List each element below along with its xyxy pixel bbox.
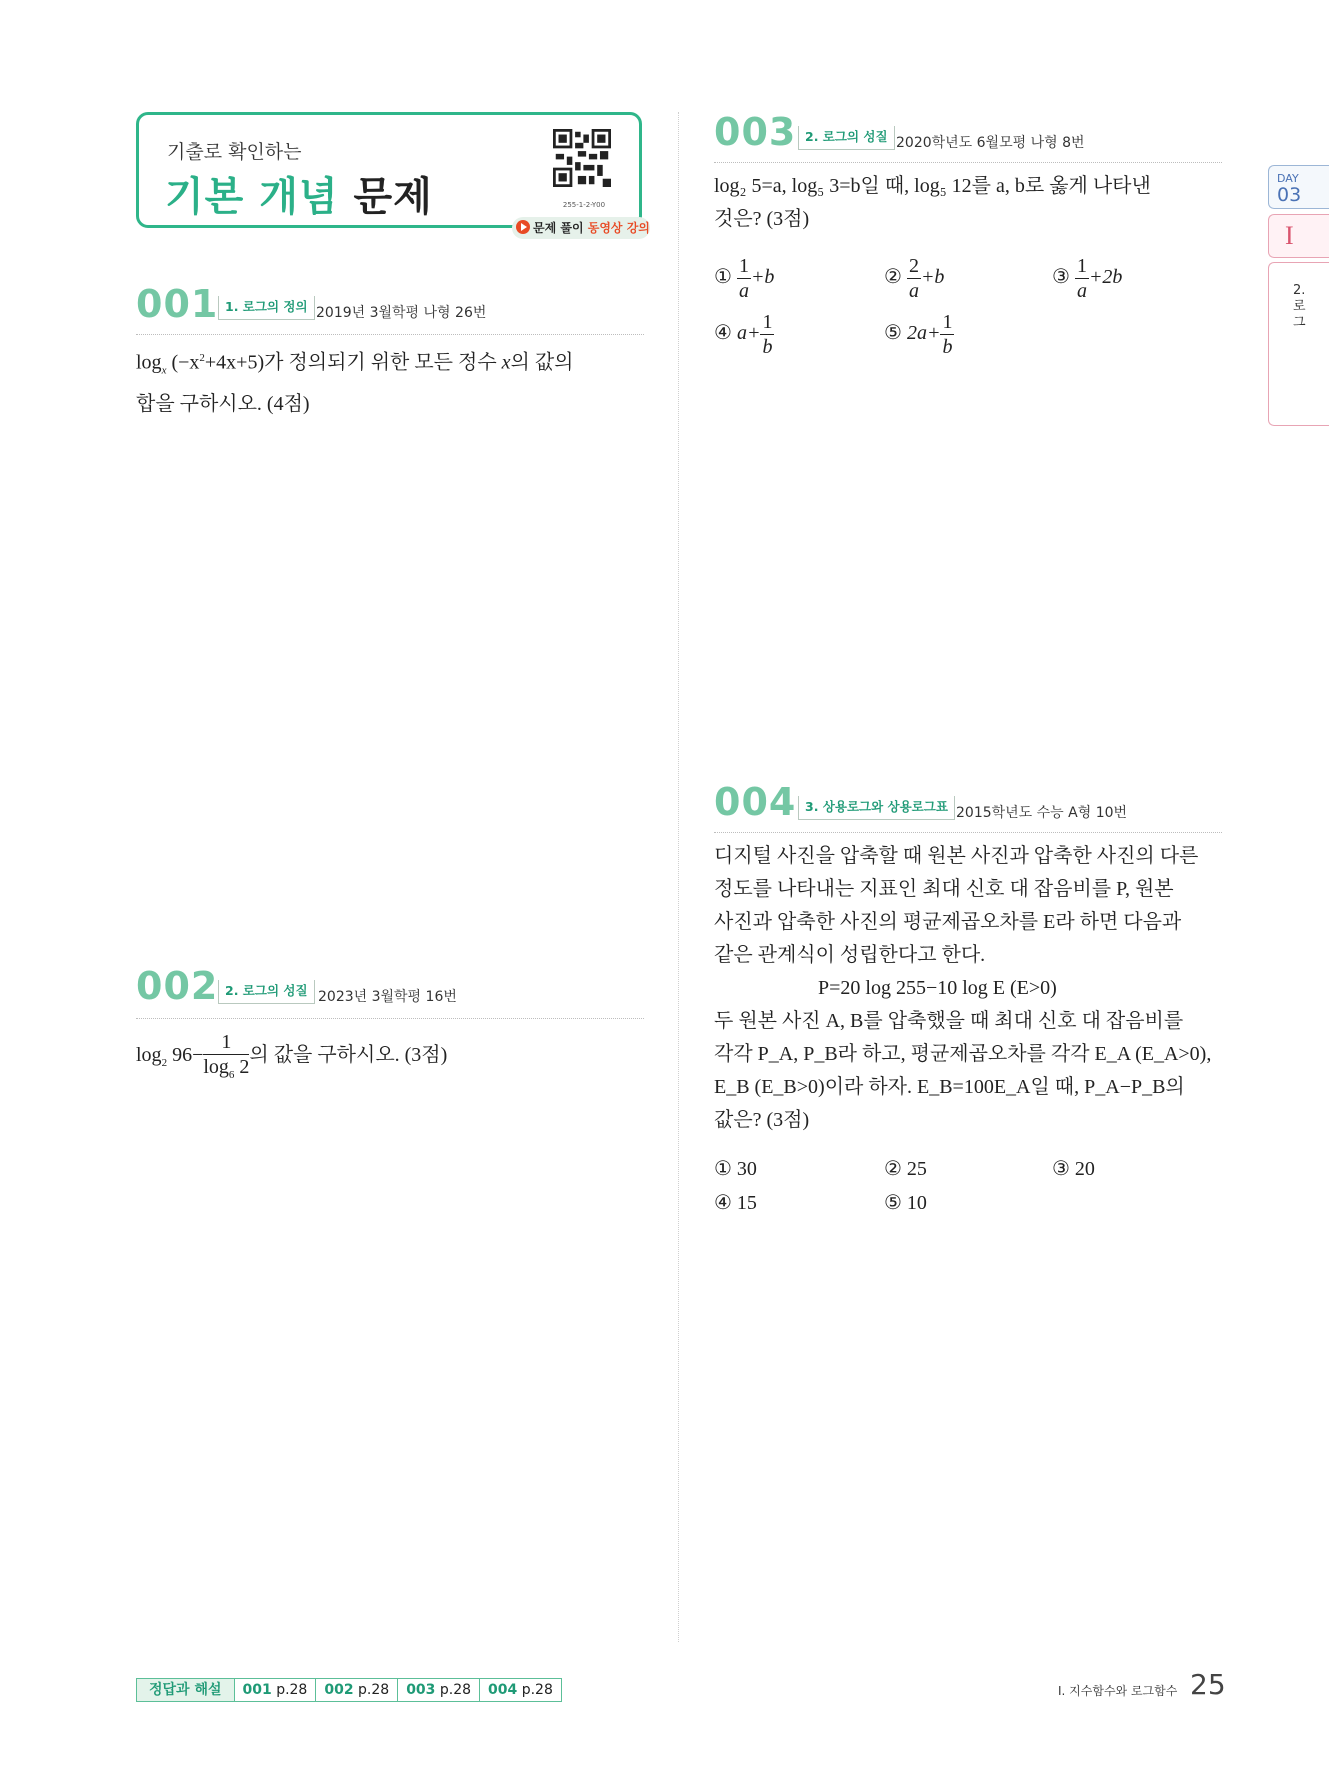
answer-ref-001[interactable]: 001 p.28 [234,1679,316,1701]
answer-ref-003[interactable]: 003 p.28 [397,1679,479,1701]
problem-002-source: 2023년 3월학평 16번 [318,989,457,1005]
problem-004-line: 같은 관계식이 성립한다고 한다. [714,944,986,966]
video-lecture-badge[interactable] [512,217,650,239]
choice-5[interactable]: ⑤ 2a+ $\frac{1}{b}$ [884,311,953,358]
problem-003-line-2: 것은? (3점) [714,208,810,230]
problem-004-line: 값은? (3점) [714,1109,810,1131]
day-number: 03 [1277,184,1302,206]
box-subtitle: 기출로 확인하는 [167,141,302,163]
chapter-tab[interactable] [1268,262,1329,426]
box-title [165,165,433,222]
problem-001-line-1: $\log_x (-x^2+4x+5)$가 정의되기 위한 모든 정수 x의 값의 [136,351,574,377]
choice-4[interactable]: ④ 15 [714,1192,757,1214]
problem-002-text: $\log_2 96-$ $\frac{1}{\log_6 2}$ 의 값을 구하시오. (3점) [136,1031,448,1081]
choice-5[interactable]: ⑤ 10 [884,1192,927,1214]
divider-line [136,334,644,335]
problem-004-tag: 3. 상용로그와 상용로그표 [798,796,955,820]
day-tab[interactable] [1268,165,1329,209]
choice-3[interactable]: ③ 20 [1052,1158,1095,1180]
day-label: DAY [1277,172,1299,185]
problem-004-line: 각각 P_A, P_B라 하고, 평균제곱오차를 각각 E_A (E_A>0), [714,1043,1212,1065]
divider-line [136,1018,644,1019]
play-icon [516,220,530,234]
problem-004-number: 004 [714,780,797,824]
choice-1[interactable]: ① 30 [714,1158,757,1180]
problem-001-text [136,342,574,421]
column-divider [678,112,679,1642]
choice-4[interactable]: ④ a+ $\frac{1}{b}$ [714,311,773,358]
choice-2[interactable]: ② 25 [884,1158,927,1180]
problem-001-line-2: 합을 구하시오. (4점) [136,392,310,415]
part-tab[interactable] [1268,214,1329,258]
problem-001-tag: 1. 로그의 정의 [218,296,315,320]
problem-002-number: 002 [136,964,219,1008]
divider-line [714,832,1222,833]
fraction: $\frac{1}{\log_6 2}$ [203,1031,250,1081]
problem-001-number: 001 [136,282,219,326]
video-label-1: 문제 풀이 [533,221,584,235]
problem-004-line: E_B (E_B>0)이라 하자. E_B=100E_A일 때, P_A−P_B의 [714,1076,1185,1098]
divider-line [714,162,1222,163]
box-title-rest: 문제 [353,174,433,220]
problem-004-line: 디지털 사진을 압축할 때 원본 사진과 압축한 사진의 다른 [714,845,1199,867]
chapter-label: 2. 로그 [1293,283,1306,330]
part-number: I [1285,221,1294,250]
answer-ref-002[interactable]: 002 p.28 [315,1679,397,1701]
problem-004-source: 2015학년도 수능 A형 10번 [956,805,1128,821]
problem-001-source: 2019년 3월학평 나형 26번 [316,305,487,321]
answer-ref-004[interactable]: 004 p.28 [479,1679,561,1701]
chapter-footer: Ⅰ. 지수함수와 로그함수 [1058,1684,1178,1698]
qr-code-label: 255-1-2-Y00 [562,201,606,209]
qr-code-icon[interactable] [553,129,611,187]
choice-3[interactable]: ③ $\frac{1}{a}$ +2b [1052,255,1123,302]
choice-2[interactable]: ② $\frac{2}{a}$ +b [884,255,945,302]
problem-003-number: 003 [714,110,797,154]
choice-1[interactable]: ① $\frac{1}{a}$ +b [714,255,775,302]
problem-003-source: 2020학년도 6월모평 나형 8번 [896,135,1085,151]
problem-004-line: 두 원본 사진 A, B를 압축했을 때 최대 신호 대 잡음비를 [714,1010,1184,1032]
problem-002-tag: 2. 로그의 성질 [218,980,315,1004]
problem-003-tag: 2. 로그의 성질 [798,126,895,150]
problem-004-line: 정도를 나타내는 지표인 최대 신호 대 잡음비를 P, 원본 [714,878,1174,900]
concept-header-box [136,112,642,228]
video-label-2: 동영상 강의 [587,221,650,235]
problem-004-line: 사진과 압축한 사진의 평균제곱오차를 E라 하면 다음과 [714,911,1182,933]
problem-003-line-1: log₂ 5=a, log₅ 3=b일 때, log₅ 12를 a, b로 옳게 나타낸 [714,175,1151,197]
problem-004-text [714,840,1211,1137]
answer-head: 정답과 해설 [137,1679,234,1701]
problem-004-formula: P=20 log 255−10 log E (E>0) [818,977,1057,999]
page-number: 25 [1190,1668,1226,1701]
answer-reference-bar [136,1678,562,1702]
problem-003-text [714,170,1151,236]
box-title-highlight: 기본 개념 [165,174,339,220]
